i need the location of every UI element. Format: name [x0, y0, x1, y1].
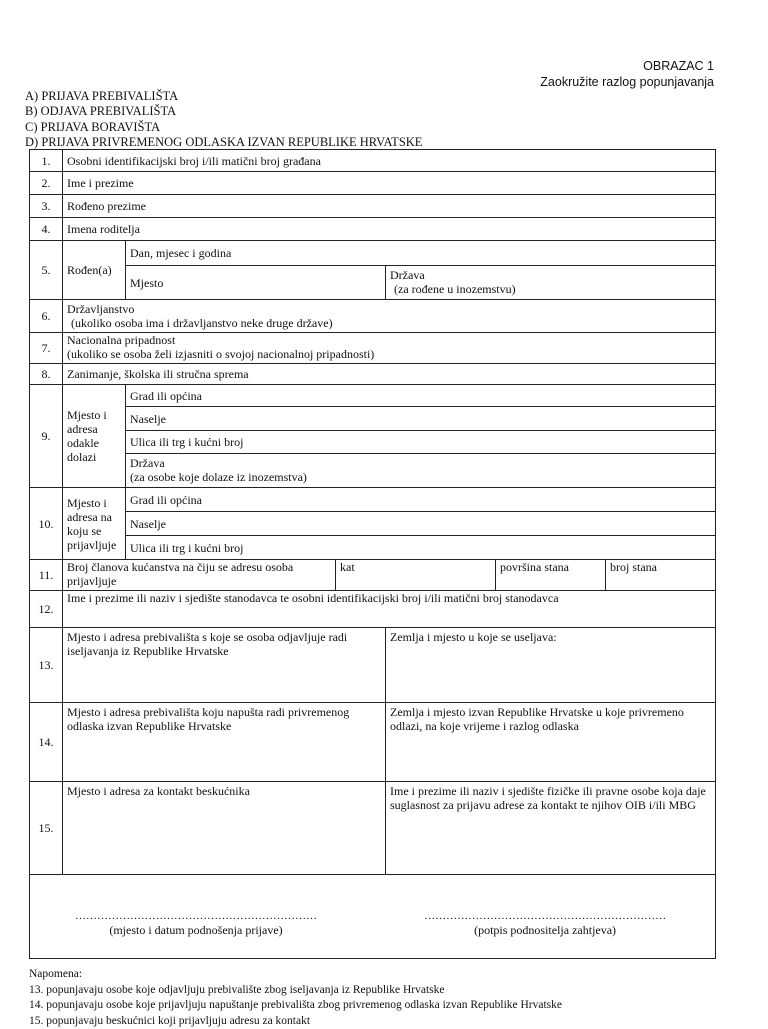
label-from-country-note: (za osobe koje dolaze iz inozemstva) [130, 470, 711, 484]
label-occupation: Zanimanje, školska ili stručna sprema [63, 365, 715, 383]
signature-caption: (potpis podnositelja zahtjeva) [415, 923, 675, 937]
label-birth-country: Država [390, 268, 711, 282]
row-4 [30, 218, 716, 241]
label-floor: kat [336, 560, 495, 576]
row-number: 12. [30, 591, 63, 628]
label-from-country: Država [130, 456, 711, 470]
label-apartment-area: površina stana [496, 560, 605, 576]
row-5 [30, 241, 716, 266]
label-to-settlement: Naselje [126, 515, 715, 533]
note-item: 14. popunjavaju osobe koje prijavljuju napuštanje prebivališta zbog privremenog odlaska izvan Republike Hrvatske [29, 998, 562, 1014]
row-7 [30, 333, 716, 364]
label-name: Ime i prezime [63, 174, 715, 192]
label-emigration-country: Zemlja i mjesto u koje se useljava: [386, 628, 715, 646]
notes [29, 967, 562, 1029]
form-header [540, 58, 714, 90]
row-number: 5. [30, 241, 63, 300]
reason-options [25, 89, 422, 150]
label-to-street: Ulica ili trg i kućni broj [126, 539, 715, 557]
row-number: 14. [30, 703, 63, 782]
label-temporary-leave-address: Mjesto i adresa prebivališta koju napušta radi privremenog odlaska izvan Republike Hrvatske [63, 703, 385, 735]
row-number: 9. [30, 385, 63, 488]
row-number: 6. [30, 300, 63, 333]
row-number: 13. [30, 628, 63, 703]
form-instruction: Zaokružite razlog popunjavanja [540, 74, 714, 90]
row-number: 10. [30, 488, 63, 560]
label-oib: Osobni identifikacijski broj i/ili matični broj građana [63, 152, 715, 170]
place-date-caption: (mjesto i datum podnošenja prijave) [66, 923, 326, 937]
row-number: 2. [30, 172, 63, 195]
note-item: 13. popunjavaju osobe koje odjavljuju prebivalište zbog iseljavanja iz Republike Hrvatske [29, 983, 562, 999]
row-12 [30, 591, 716, 628]
label-citizenship: Državljanstvo [67, 302, 711, 316]
label-to-city: Grad ili općina [126, 491, 715, 509]
label-birth-surname: Rođeno prezime [63, 197, 715, 215]
label-nationality: Nacionalna pripadnost [67, 333, 711, 347]
label-from-city: Grad ili općina [126, 387, 715, 405]
row-number: 7. [30, 333, 63, 364]
form-number: OBRAZAC 1 [540, 58, 714, 74]
label-parents: Imena roditelja [63, 220, 715, 238]
label-consent-person: Ime i prezime ili naziv i sjedište fizičke ili pravne osobe koja daje suglasnost za prijavu adrese za kontakt te njihov OIB i/ili MBG [386, 782, 715, 814]
notes-title: Napomena: [29, 967, 562, 983]
row-number: 8. [30, 364, 63, 385]
label-household-members: Broj članova kućanstva na čiju se adresu osoba prijavljuje [63, 560, 335, 590]
label-emigration-address: Mjesto i adresa prebivališta s koje se osoba odjavljuje radi iseljavanja iz Republike Hrvatske [63, 628, 385, 660]
label-to-address: Mjesto i adresa na koju se prijavljuje [63, 494, 125, 554]
label-birth-country-note: (za rođene u inozemstvu) [390, 282, 711, 296]
row-9 [30, 385, 716, 407]
label-homeless-contact: Mjesto i adresa za kontakt beskućnika [63, 782, 385, 800]
label-nationality-note: (ukoliko se osoba želi izjasniti o svojoj nacionalnoj pripadnosti) [67, 347, 711, 361]
label-from-address: Mjesto i adresa odakle dolazi [63, 406, 119, 466]
row-2 [30, 172, 716, 195]
row-number: 4. [30, 218, 63, 241]
row-8 [30, 364, 716, 385]
row-15 [30, 782, 716, 875]
label-from-settlement: Naselje [126, 410, 715, 428]
row-3 [30, 195, 716, 218]
row-11 [30, 560, 716, 591]
row-number: 11. [30, 560, 63, 591]
label-birth-date: Dan, mjesec i godina [126, 244, 715, 262]
label-citizenship-note: (ukoliko osoba ima i državljanstvo neke druge države) [67, 316, 711, 330]
row-10 [30, 488, 716, 512]
place-date-line[interactable]: ………………………………………………………… [66, 909, 326, 923]
note-item: 15. popunjavaju beskućnici koji prijavljuju adresu za kontakt [29, 1014, 562, 1029]
label-apartment-number: broj stana [606, 560, 715, 576]
option-c[interactable]: C) PRIJAVA BORAVIŠTA [25, 120, 422, 135]
label-birth-place: Mjesto [126, 274, 385, 292]
option-a[interactable]: A) PRIJAVA PREBIVALIŠTA [25, 89, 422, 104]
row-14 [30, 703, 716, 782]
label-landlord: Ime i prezime ili naziv i sjedište stanodavca te osobni identifikacijski broj i/ili matični broj stanodavca [63, 591, 715, 607]
row-6 [30, 300, 716, 333]
signature-row [30, 875, 716, 959]
option-b[interactable]: B) ODJAVA PREBIVALIŠTA [25, 104, 422, 119]
label-born: Rođen(a) [63, 261, 125, 279]
signature-line[interactable]: ………………………………………………………… [415, 909, 675, 923]
registration-form-table [29, 149, 716, 959]
row-number: 15. [30, 782, 63, 875]
label-temporary-leave-destination: Zemlja i mjesto izvan Republike Hrvatske u koje privremeno odlazi, na koje vrijeme i razlog odlaska [386, 703, 715, 735]
row-13 [30, 628, 716, 703]
row-1 [30, 150, 716, 172]
option-d[interactable]: D) PRIJAVA PRIVREMENOG ODLASKA IZVAN REPUBLIKE HRVATSKE [25, 135, 422, 150]
row-number: 3. [30, 195, 63, 218]
label-from-street: Ulica ili trg i kućni broj [126, 433, 715, 451]
row-number: 1. [30, 150, 63, 172]
